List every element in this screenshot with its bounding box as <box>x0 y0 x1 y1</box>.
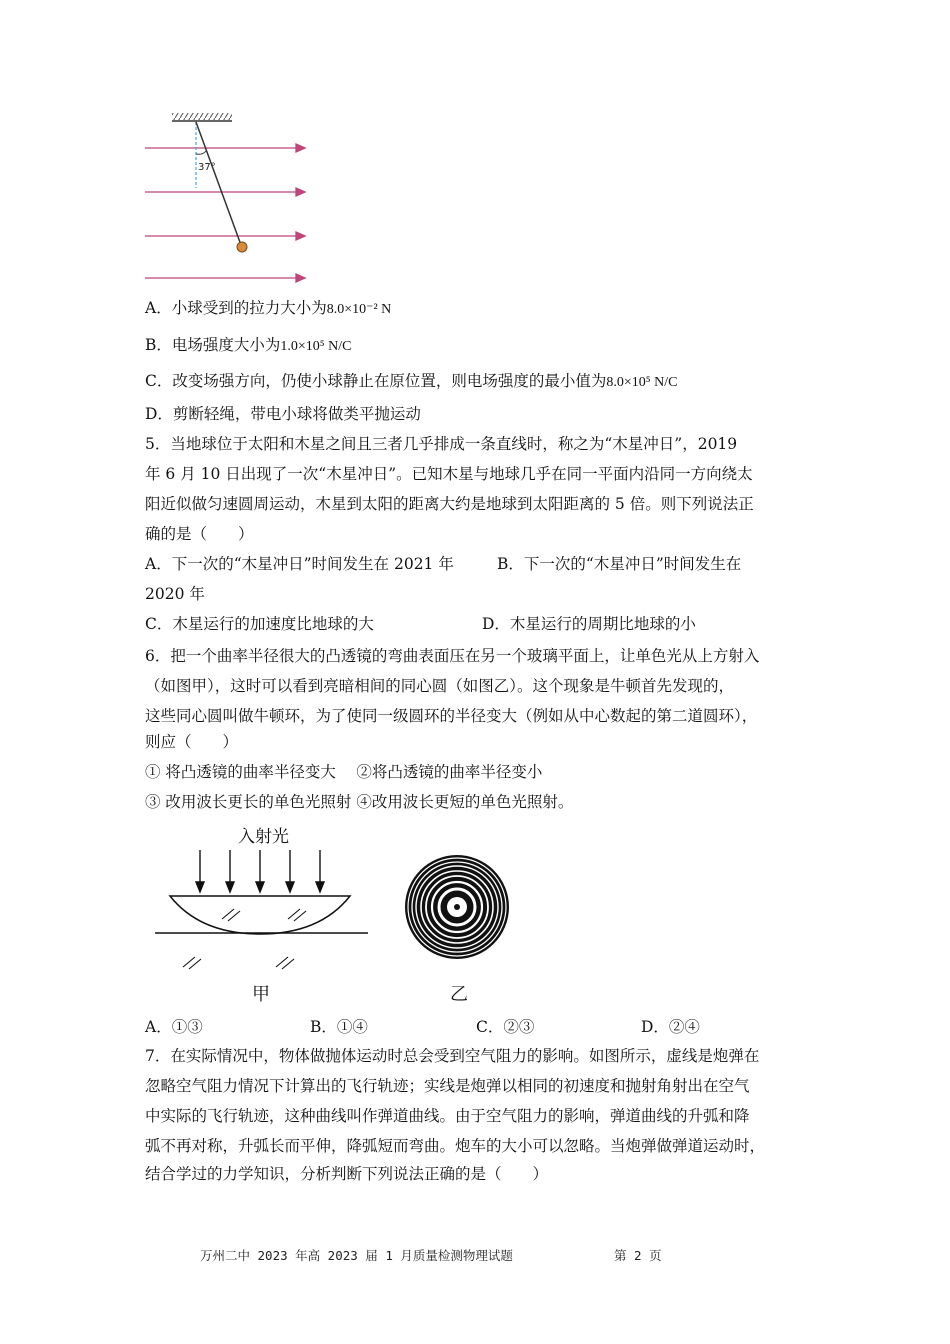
q5-line-3: 阳近似做匀速圆周运动，木星到太阳的距离大约是地球到太阳距离的 5 倍。则下列说法正 <box>145 495 754 513</box>
angle-label: 37° <box>198 162 216 173</box>
q6-line-1: 6．把一个曲率半径很大的凸透镜的弯曲表面压在另一个玻璃平面上，让单色光从上方射入 <box>145 647 760 665</box>
q5-option-d: D．木星运行的周期比地球的小 <box>482 615 696 633</box>
q4-option-c: C．改变场强方向，仍使小球静止在原位置，则电场强度的最小值为8.0×10⁵ N/C <box>145 372 678 390</box>
q6-line-3: 这些同心圆叫做牛顿环，为了使同一级圆环的半径变大（例如从中心数起的第二道圆环）， <box>145 707 758 725</box>
q7-line-3: 中实际的飞行轨迹，这种曲线叫作弹道曲线。由于空气阻力的影响，弹道曲线的升弧和降 <box>145 1107 750 1125</box>
q7-line-5: 结合学过的力学知识，分析判断下列说法正确的是（ ） <box>145 1165 549 1183</box>
q7-line-1: 7．在实际情况中，物体做抛体运动时总会受到空气阻力的影响。如图所示，虚线是炮弹在 <box>145 1047 760 1065</box>
q6-option-d: D．②④ <box>641 1018 700 1036</box>
q5-line-1: 5．当地球位于太阳和木星之间且三者几乎排成一条直线时，称之为“木星冲日”，2019 <box>145 435 738 453</box>
q7-line-2: 忽略空气阻力情况下计算出的飞行轨迹；实线是炮弹以相同的初速度和抛射角射出在空气 <box>145 1077 750 1095</box>
q4-option-a: A．小球受到的拉力大小为8.0×10⁻² N <box>145 299 392 317</box>
q5-line-2: 年 6 月 10 日出现了一次“木星冲日”。已知木星与地球几乎在同一平面内沿同一方向绕太 <box>145 465 753 483</box>
q6-option-a: A．①③ <box>145 1018 203 1036</box>
newton-rings-figure <box>400 855 515 1010</box>
footer-page-number: 第 2 页 <box>614 1248 662 1263</box>
q4-option-b: B．电场强度大小为1.0×10⁵ N/C <box>145 336 352 354</box>
q6-option-c: C．②③ <box>476 1018 535 1036</box>
figure-yi-label: 乙 <box>450 984 468 1005</box>
footer-exam-title: 万州二中 2023 年高 2023 届 1 月质量检测物理试题 <box>200 1248 513 1263</box>
q6-choice-line-2: ③ 改用波长更长的单色光照射 ④改用波长更短的单色光照射。 <box>145 793 574 811</box>
pendulum-field-figure <box>140 110 315 290</box>
q6-line-4: 则应（ ） <box>145 733 239 751</box>
q6-choice-line-1: ① 将凸透镜的曲率半径变大 ②将凸透镜的曲率半径变小 <box>145 763 543 781</box>
incident-light-label: 入射光 <box>238 827 289 847</box>
q5-option-b: B．下一次的“木星冲日”时间发生在 <box>497 555 742 573</box>
q5-option-c: C．木星运行的加速度比地球的大 <box>145 615 374 633</box>
q6-line-2: （如图甲），这时可以看到亮暗相间的同心圆（如图乙）。这个现象是牛顿首先发现的， <box>145 677 735 695</box>
q4-option-d: D．剪断轻绳，带电小球将做类平抛运动 <box>145 405 421 423</box>
q6-option-b: B．①④ <box>310 1018 368 1036</box>
q7-line-4: 弧不再对称，升弧长而平伸，降弧短而弯曲。炮车的大小可以忽略。当炮弹做弹道运动时， <box>145 1137 766 1155</box>
figure-jia-label: 甲 <box>252 984 270 1005</box>
q5-option-b-cont: 2020 年 <box>145 585 205 603</box>
newton-rings-apparatus-figure <box>150 822 375 1007</box>
q5-option-a: A．下一次的“木星冲日”时间发生在 2021 年 <box>145 555 454 573</box>
q5-line-4: 确的是（ ） <box>145 525 254 543</box>
